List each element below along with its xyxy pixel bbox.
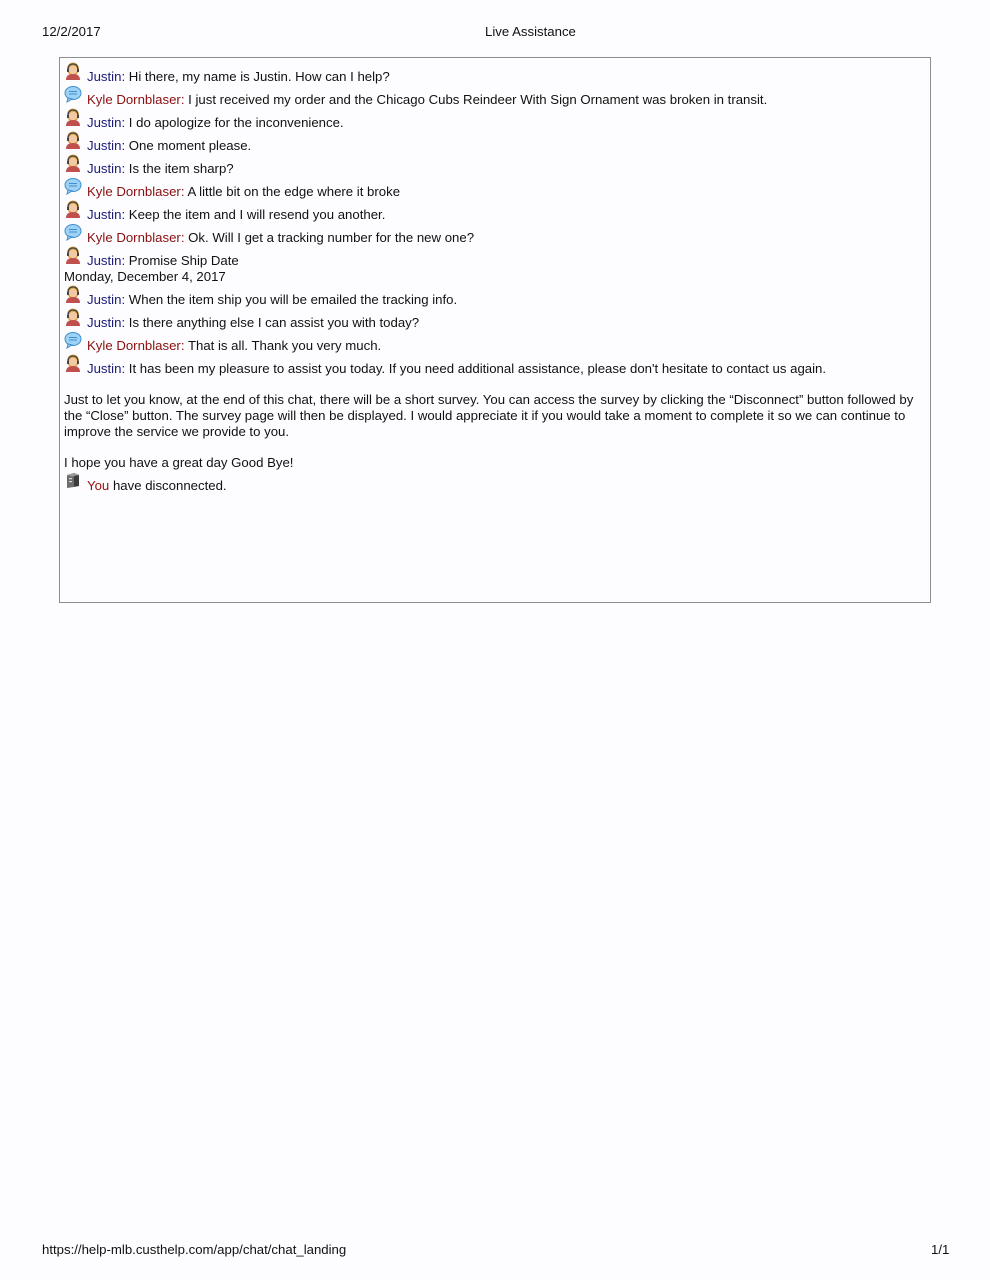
message-text: I do apologize for the inconvenience. (128, 115, 344, 130)
chat-message: Justin: Is the item sharp? (64, 154, 926, 177)
chat-message: Kyle Dornblaser: I just received my order and the Chicago Cubs Reindeer With Sign Ornament was broken in transit. (64, 85, 926, 108)
goodbye-message: I hope you have a great day Good Bye! (64, 455, 294, 470)
chat-message: Kyle Dornblaser: A little bit on the edge where it broke (64, 177, 926, 200)
chat-message: Justin: Keep the item and I will resend you another. (64, 200, 926, 223)
agent-avatar-icon (64, 200, 82, 218)
speech-bubble-icon (64, 223, 82, 241)
agent-avatar-icon (64, 131, 82, 149)
agent-avatar-icon (64, 354, 82, 372)
speaker-name: Justin (87, 292, 122, 307)
agent-avatar-icon (64, 308, 82, 326)
message-text: When the item ship you will be emailed the tracking info. (128, 292, 458, 307)
survey-message: Just to let you know, at the end of this chat, there will be a short survey. You can access the survey by clicking the “Disconnect” button followed by the “Close” button. The survey page will then be displayed. I would appreciate it if you would take a moment to complete it so we can continue to improve the service we provide to you. (64, 392, 914, 439)
message-text: A little bit on the edge where it broke (187, 184, 401, 199)
agent-avatar-icon (64, 62, 82, 80)
disconnect-text: have disconnected. (112, 478, 227, 493)
chat-message: Justin: It has been my pleasure to assist you today. If you need additional assistance, please don't hesitate to contact us again. (64, 354, 926, 377)
speaker-name: Justin (87, 115, 122, 130)
message-text: Is there anything else I can assist you with today? (128, 315, 420, 330)
date-separator: Monday, December 4, 2017 (64, 269, 226, 284)
message-text: Keep the item and I will resend you another. (128, 207, 386, 222)
message-text: That is all. Thank you very much. (187, 338, 382, 353)
speaker-name: Justin (87, 69, 122, 84)
speaker-name: Justin (87, 161, 122, 176)
speaker-name: Justin (87, 315, 122, 330)
chat-message: Kyle Dornblaser: That is all. Thank you very much. (64, 331, 926, 354)
speaker-name: Justin (87, 253, 122, 268)
chat-message: Kyle Dornblaser: Ok. Will I get a tracking number for the new one? (64, 223, 926, 246)
speaker-name: Justin (87, 138, 122, 153)
disconnect-icon (64, 471, 82, 489)
speech-bubble-icon (64, 177, 82, 195)
page-number: 1/1 (931, 1242, 950, 1257)
message-text: Ok. Will I get a tracking number for the new one? (188, 230, 475, 245)
chat-message: Justin: One moment please. (64, 131, 926, 154)
chat-transcript[interactable] (59, 57, 931, 603)
speaker-name: Kyle Dornblaser (87, 92, 181, 107)
page-title: Live Assistance (485, 24, 576, 39)
message-text: One moment please. (128, 138, 252, 153)
speaker-name: Justin (87, 361, 122, 376)
page-url: https://help-mlb.custhelp.com/app/chat/chat_landing (42, 1242, 347, 1257)
chat-message: Justin: When the item ship you will be emailed the tracking info. (64, 285, 926, 308)
agent-avatar-icon (64, 285, 82, 303)
speech-bubble-icon (64, 85, 82, 103)
agent-avatar-icon (64, 154, 82, 172)
message-text: Promise Ship Date (128, 253, 239, 268)
chat-message: Justin: Promise Ship Date (64, 246, 926, 269)
message-text: It has been my pleasure to assist you today. If you need additional assistance, please don't hesitate to contact us again. (128, 361, 827, 376)
agent-avatar-icon (64, 246, 82, 264)
chat-message: Justin: Is there anything else I can assist you with today? (64, 308, 926, 331)
speaker-name: Justin (87, 207, 122, 222)
speaker-you: You (87, 478, 110, 493)
speaker-name: Kyle Dornblaser (87, 338, 181, 353)
message-text: Hi there, my name is Justin. How can I help? (128, 69, 390, 84)
speaker-name: Kyle Dornblaser (87, 184, 181, 199)
speaker-name: Kyle Dornblaser (87, 230, 181, 245)
message-text: I just received my order and the Chicago Cubs Reindeer With Sign Ornament was broken in transit. (188, 92, 768, 107)
message-text: Is the item sharp? (128, 161, 234, 176)
chat-message: Justin: I do apologize for the inconvenience. (64, 108, 926, 131)
speech-bubble-icon (64, 331, 82, 349)
disconnect-notice (64, 471, 926, 494)
print-date: 12/2/2017 (42, 24, 101, 39)
chat-message: Justin: Hi there, my name is Justin. How can I help? (64, 62, 926, 85)
agent-avatar-icon (64, 108, 82, 126)
